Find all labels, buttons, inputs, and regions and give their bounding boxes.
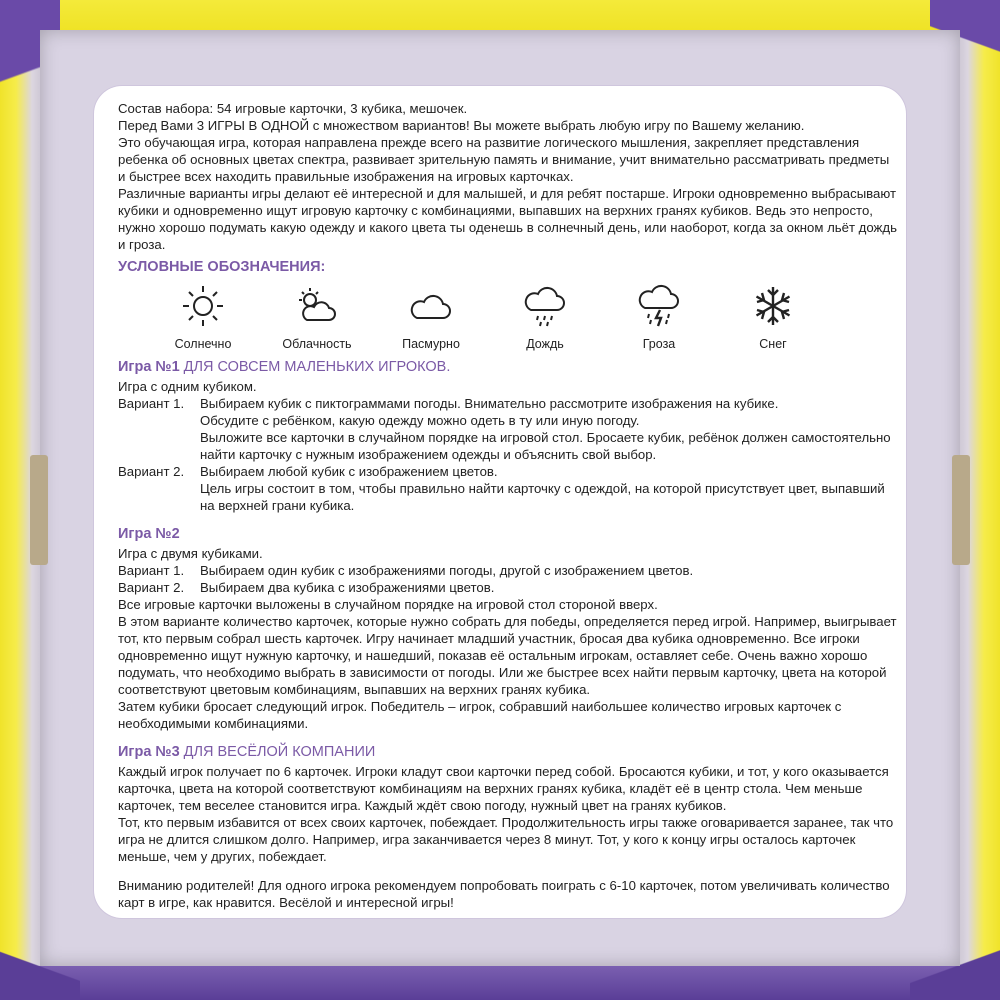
snowflake-icon [751, 284, 795, 328]
variant-label: Вариант 2. [118, 580, 185, 595]
variant-text: Выбираем два кубика с изображениями цветов. [200, 580, 495, 595]
game3-subtitle: ДЛЯ ВЕСЁЛОЙ КОМПАНИИ [179, 744, 376, 760]
game2-variant2 [118, 579, 898, 596]
game2-p1: Все игровые карточки выложены в случайном порядке на игровой стол стороной вверх. [118, 597, 658, 612]
game1-intro: Игра с одним кубиком. [118, 379, 257, 394]
variant-text: Выбираем один кубик с изображениями погоды, другой с изображением цветов. [200, 563, 694, 578]
legend-item-rain [500, 284, 590, 353]
rain-icon [523, 284, 567, 328]
legend-label: Дождь [526, 337, 564, 351]
legend-label: Облачность [282, 337, 352, 351]
game3-heading [118, 744, 898, 761]
box-slot-right [952, 455, 970, 565]
sun-icon [181, 284, 225, 328]
legend-label: Снег [759, 337, 787, 351]
legend-item-overcast [386, 284, 476, 353]
variant-text: Выбираем любой кубик с изображением цветов. [200, 464, 498, 479]
legend-title: УСЛОВНЫЕ ОБОЗНАЧЕНИЯ: [118, 259, 326, 275]
box-slot-left [30, 455, 48, 565]
kit-contents: Состав набора: 54 игровые карточки, 3 кубика, мешочек. [118, 101, 468, 116]
game3-p2: Тот, кто первым избавится от всех своих карточек, побеждает. Продолжительность игры также оговаривается заранее, так что игра не длится слишком долго. Например, игра заканчивается через 8 минут. Тот, у кого к концу игры осталось карточек меньше, чем у других, побеждает. [118, 815, 894, 864]
game1-variant2 [118, 463, 898, 480]
game2-variant1 [118, 562, 898, 579]
variant-label: Вариант 1. [118, 563, 185, 578]
thunderstorm-icon [637, 284, 681, 328]
legend-item-thunderstorm [614, 284, 704, 353]
game2-p2: В этом варианте количество карточек, которые нужно собрать для победы, определяется перед игрой. Например, выигрывает тот, кто первым собрал шесть карточек. Игру начинает младший участник, бросая два кубика одновременно. Все игроки одновременно ищут нужную карточку, и нашедший, показав её остальным игрокам, оставляет себе. Очень важно хорошо подумать, что необходимо выбрать в зависимости от погоды. Или же быстрее всех найти первым карточку, цвета на которой соответствуют цветовым комбинациям, выпавших на верхних гранях кубика. [118, 614, 897, 697]
game1-heading [118, 359, 898, 376]
variant-text: Выбираем кубик с пиктограммами погоды. Внимательно рассмотрите изображения на кубике. [200, 396, 779, 411]
game2-heading: Игра №2 [118, 526, 180, 542]
legend-item-snow [728, 284, 818, 353]
game1-subtitle: ДЛЯ СОВСЕМ МАЛЕНЬКИХ ИГРОКОВ. [179, 359, 451, 375]
game1-variant1 [118, 395, 898, 412]
partly-cloudy-icon [295, 284, 339, 328]
legend-label: Солнечно [174, 337, 232, 351]
legend-label: Пасмурно [402, 337, 460, 351]
game1-v2-line2: Цель игры состоит в том, чтобы правильно найти карточку с одеждой, на которой присутствует цвет, выпавший на верхней грани кубика. [200, 481, 885, 513]
legend-item-sunny [158, 284, 248, 353]
legend-label: Гроза [642, 337, 676, 351]
game2-p3: Затем кубики бросает следующий игрок. Победитель – игрок, собравший наибольшее количество игровых карточек с необходимыми комбинациями. [118, 699, 842, 731]
description: Это обучающая игра, которая направлена прежде всего на развитие логического мышления, закрепляет представления ребенка об основных цветах спектра, развивает зрительную память и внимание, учит внимательно рассматривать предметы и быстрее всех находить правильные изображения на игровых карточках. [118, 135, 890, 184]
cloud-icon [409, 284, 453, 328]
instructions [118, 100, 898, 911]
legend-icons [158, 284, 818, 353]
game1-v1-line2: Обсудите с ребёнком, какую одежду можно одеть в ту или иную погоду. [200, 413, 640, 428]
variants-note: Различные варианты игры делают её интересной и для малышей, и для ребят постарше. Игроки одновременно выбрасывают кубики и одновременно ищут игровую карточку с комбинациями, выпавших на верхних гранях кубиков. Ведь это непросто, нужно хорошо подумать какую одежду и какого цвета ты оденешь в солнечный день, или наоборот, когда за окном льёт дождь и гроза. [118, 186, 897, 252]
box-edge-bottom [0, 966, 1000, 1000]
variant-label: Вариант 2. [118, 464, 185, 479]
three-games-note: Перед Вами 3 ИГРЫ В ОДНОЙ с множеством вариантов! Вы можете выбрать любую игру по Вашему желанию. [118, 118, 805, 133]
game2-intro: Игра с двумя кубиками. [118, 546, 263, 561]
parents-note: Вниманию родителей! Для одного игрока рекомендуем попробовать поиграть с 6-10 карточек, потом увеличивать количество карт в игре, как нравится. Весёлой и интересной игры! [118, 878, 890, 910]
game3-title: Игра №3 [118, 744, 180, 760]
game1-title: Игра №1 [118, 359, 180, 375]
box-edge-top [18, 0, 982, 30]
game1-v1-line3: Выложите все карточки в случайном порядке на игровой стол. Бросаете кубик, ребёнок должен самостоятельно найти карточку с нужным изображением одежды и объяснить свой выбор. [200, 430, 891, 462]
variant-label: Вариант 1. [118, 396, 185, 411]
game3-p1: Каждый игрок получает по 6 карточек. Игроки кладут свои карточки перед собой. Бросаются кубики, и тот, у кого оказывается карточка, цвета на которой соответствуют комбинациям на верхних гранях кубика, кладёт её в центр стола. Чем меньше карточек, тем веселее становится игра. Каждый ждёт свою погоду, нужный цвет на гранях кубиков. [118, 764, 889, 813]
legend-item-partly-cloudy [272, 284, 362, 353]
